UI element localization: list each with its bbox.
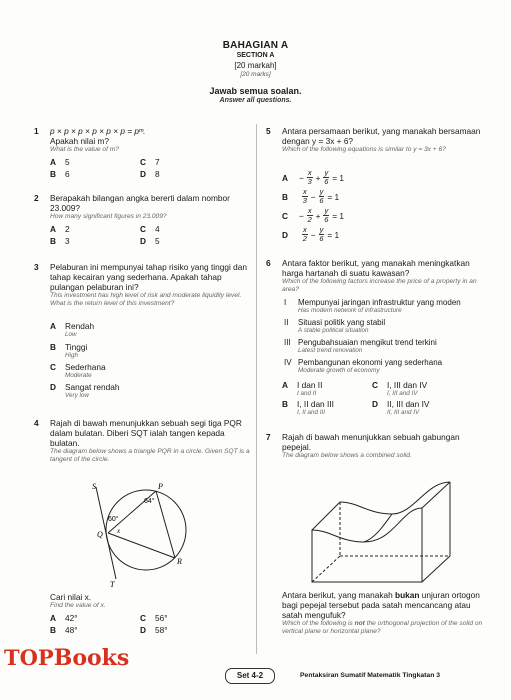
section-subtitle: SECTION A: [236, 52, 275, 59]
q7-ms: Rajah di bawah menunjukkan sebuah gabungan pepejal.: [282, 432, 460, 452]
q3-option-b[interactable]: B Tinggi High: [50, 342, 88, 359]
marks-en: [20 marks]: [240, 71, 271, 78]
logo-books: Books: [53, 645, 130, 671]
q6-item-3: III Pengubahsuaian mengikut trend terkini Latest trend renovation: [284, 338, 437, 354]
q1-number: 1: [34, 126, 39, 136]
solid-surface-line: [364, 514, 392, 542]
q6-number: 6: [266, 258, 271, 268]
angle-60: 60°: [108, 516, 119, 523]
q5-option-c[interactable]: C − $\frac{x}{2}$ + $\frac{y}{6}$ = 1: [282, 206, 344, 224]
q4-option-b[interactable]: B 48°: [50, 625, 78, 635]
q6-item-4: IV Pembangunan ekonomi yang sederhana Moderate growth of economy: [284, 358, 443, 374]
q4-find: [50, 592, 250, 610]
instruction-en: Answer all questions.: [219, 97, 292, 104]
q6-item-1: I Mempunyai jaringan infrastruktur yang moden Has modern network of infrastructure: [284, 298, 461, 314]
q4-number: 4: [34, 418, 39, 428]
label-x: x: [117, 527, 121, 535]
q5-text: [282, 126, 482, 154]
q2-option-c[interactable]: C 4: [140, 224, 160, 234]
q1-option-c[interactable]: C 7: [140, 157, 160, 167]
q7-en: The diagram below shows a combined solid.: [282, 452, 412, 459]
label-s: S: [92, 482, 96, 491]
q2-ms: Berapakah bilangan angka bererti dalam nombor 23.009?: [50, 193, 230, 213]
solid-front-face: [312, 508, 422, 582]
combined-solid-diagram: [302, 478, 472, 586]
q1-option-b[interactable]: B 6: [50, 169, 70, 179]
q4-find-ms: Cari nilai x.: [50, 592, 92, 602]
q5-number: 5: [266, 126, 271, 136]
q4-option-c[interactable]: C 56°: [140, 613, 168, 623]
section-title: BAHAGIAN A: [222, 40, 289, 51]
book-title: Pentaksiran Sumatif Matematik Tingkatan 3: [300, 672, 441, 679]
side-qr: [108, 533, 175, 558]
angle-64: 64°: [144, 498, 155, 505]
q4-ms: Rajah di bawah menunjukkan sebuah segi tiga PQR dalam bulatan. Diberi SQT ialah tangen kepada bulatan.: [50, 418, 242, 448]
solid-edge-left: [312, 502, 340, 530]
q4-option-a[interactable]: A 42°: [50, 613, 78, 623]
topbooks-logo: [4, 645, 129, 671]
q6-option-d[interactable]: D II, III dan IV II, III and IV: [372, 399, 430, 416]
q1-text: [50, 126, 245, 154]
set-label: Set 4-2: [225, 668, 275, 684]
q3-number: 3: [34, 262, 39, 272]
label-q: Q: [97, 530, 103, 539]
q1-stem: p × p × p × p × p × p = pᵐ.: [50, 126, 146, 136]
circle-triangle-diagram: [80, 475, 200, 590]
q4-option-d[interactable]: D 58°: [140, 625, 168, 635]
solid-hidden-diagonal: [312, 556, 340, 582]
q6-text: [282, 258, 482, 294]
q6-option-b[interactable]: B I, II dan III I, II and III: [282, 399, 334, 416]
label-t: T: [110, 580, 115, 589]
q1-option-a[interactable]: A 5: [50, 157, 70, 167]
label-r: R: [177, 557, 182, 566]
solid-edge-bottom-right: [422, 556, 450, 582]
q7-ask-en: Which of the following is not the orthogonal projection of the solid on vertical plane or horizontal plane?: [282, 620, 483, 635]
q2-en: How many significant figures in 23.009?: [50, 213, 167, 220]
q2-number: 2: [34, 193, 39, 203]
q5-option-b[interactable]: B $\frac{x}{3}$ − $\frac{y}{6}$ = 1: [282, 187, 340, 205]
q5-en: Which of the following equations is similar to y = 3x + 6?: [282, 146, 446, 153]
q3-option-d[interactable]: D Sangat rendah Very low: [50, 382, 120, 399]
q2-text: [50, 193, 250, 221]
q1-option-d[interactable]: D 8: [140, 169, 160, 179]
q4-en: The diagram below shows a triangle PQR in a circle. Given SQT is a tangent of the circle.: [50, 448, 250, 463]
q3-en: This investment has high level of risk and moderate liquidity level. What is the return level of this investment?: [50, 292, 242, 307]
q7-ask-ms: Antara berikut, yang manakah bukan unjuran ortogon bagi pepejal tersebut pada satah mencancang atau satah mengufuk?: [282, 590, 480, 620]
q4-text: [50, 418, 250, 464]
label-p: P: [158, 482, 163, 491]
q4-find-en: Find the value of x.: [50, 602, 106, 609]
q5-ms: Antara persamaan berikut, yang manakah bersamaan dengan y = 3x + 6?: [282, 126, 481, 146]
marks-ms: [20 markah]: [234, 61, 277, 70]
q6-en: Which of the following factors increase the price of a property in an area?: [282, 278, 477, 293]
q1-ms: Apakah nilai m?: [50, 136, 110, 146]
q6-option-a[interactable]: A I dan II I and II: [282, 380, 323, 397]
q5-option-a[interactable]: A − $\frac{x}{3}$ + $\frac{y}{6}$ = 1: [282, 168, 344, 186]
q3-option-a[interactable]: A Rendah Low: [50, 321, 95, 338]
q1-en: What is the value of m?: [50, 146, 119, 153]
column-divider: [256, 124, 257, 654]
q3-option-c[interactable]: C Sederhana Moderate: [50, 362, 106, 379]
q3-ms: Pelaburan ini mempunyai tahap risiko yang tinggi dan tahap kecairan yang sederhana. Apakah tahap pulangan pelaburan ini?: [50, 262, 247, 292]
logo-top: TOP: [4, 645, 54, 670]
q7-number: 7: [266, 432, 271, 442]
q5-option-d[interactable]: D $\frac{x}{2}$ − $\frac{y}{6}$ = 1: [282, 225, 340, 243]
q6-option-c[interactable]: C I, III dan IV I, III and IV: [372, 380, 428, 397]
q2-option-d[interactable]: D 5: [140, 236, 160, 246]
q6-item-2: II Situasi politik yang stabil A stable political situation: [284, 318, 386, 334]
side-pr: [156, 491, 175, 558]
q6-ms: Antara faktor berikut, yang manakah meningkatkan harga hartanah di suatu kawasan?: [282, 258, 470, 278]
q7-text: [282, 432, 482, 460]
instruction-ms: Jawab semua soalan.: [209, 86, 302, 96]
q2-option-b[interactable]: B 3: [50, 236, 70, 246]
q7-ask: [282, 590, 487, 636]
q3-text: [50, 262, 250, 308]
q2-option-a[interactable]: A 2: [50, 224, 70, 234]
